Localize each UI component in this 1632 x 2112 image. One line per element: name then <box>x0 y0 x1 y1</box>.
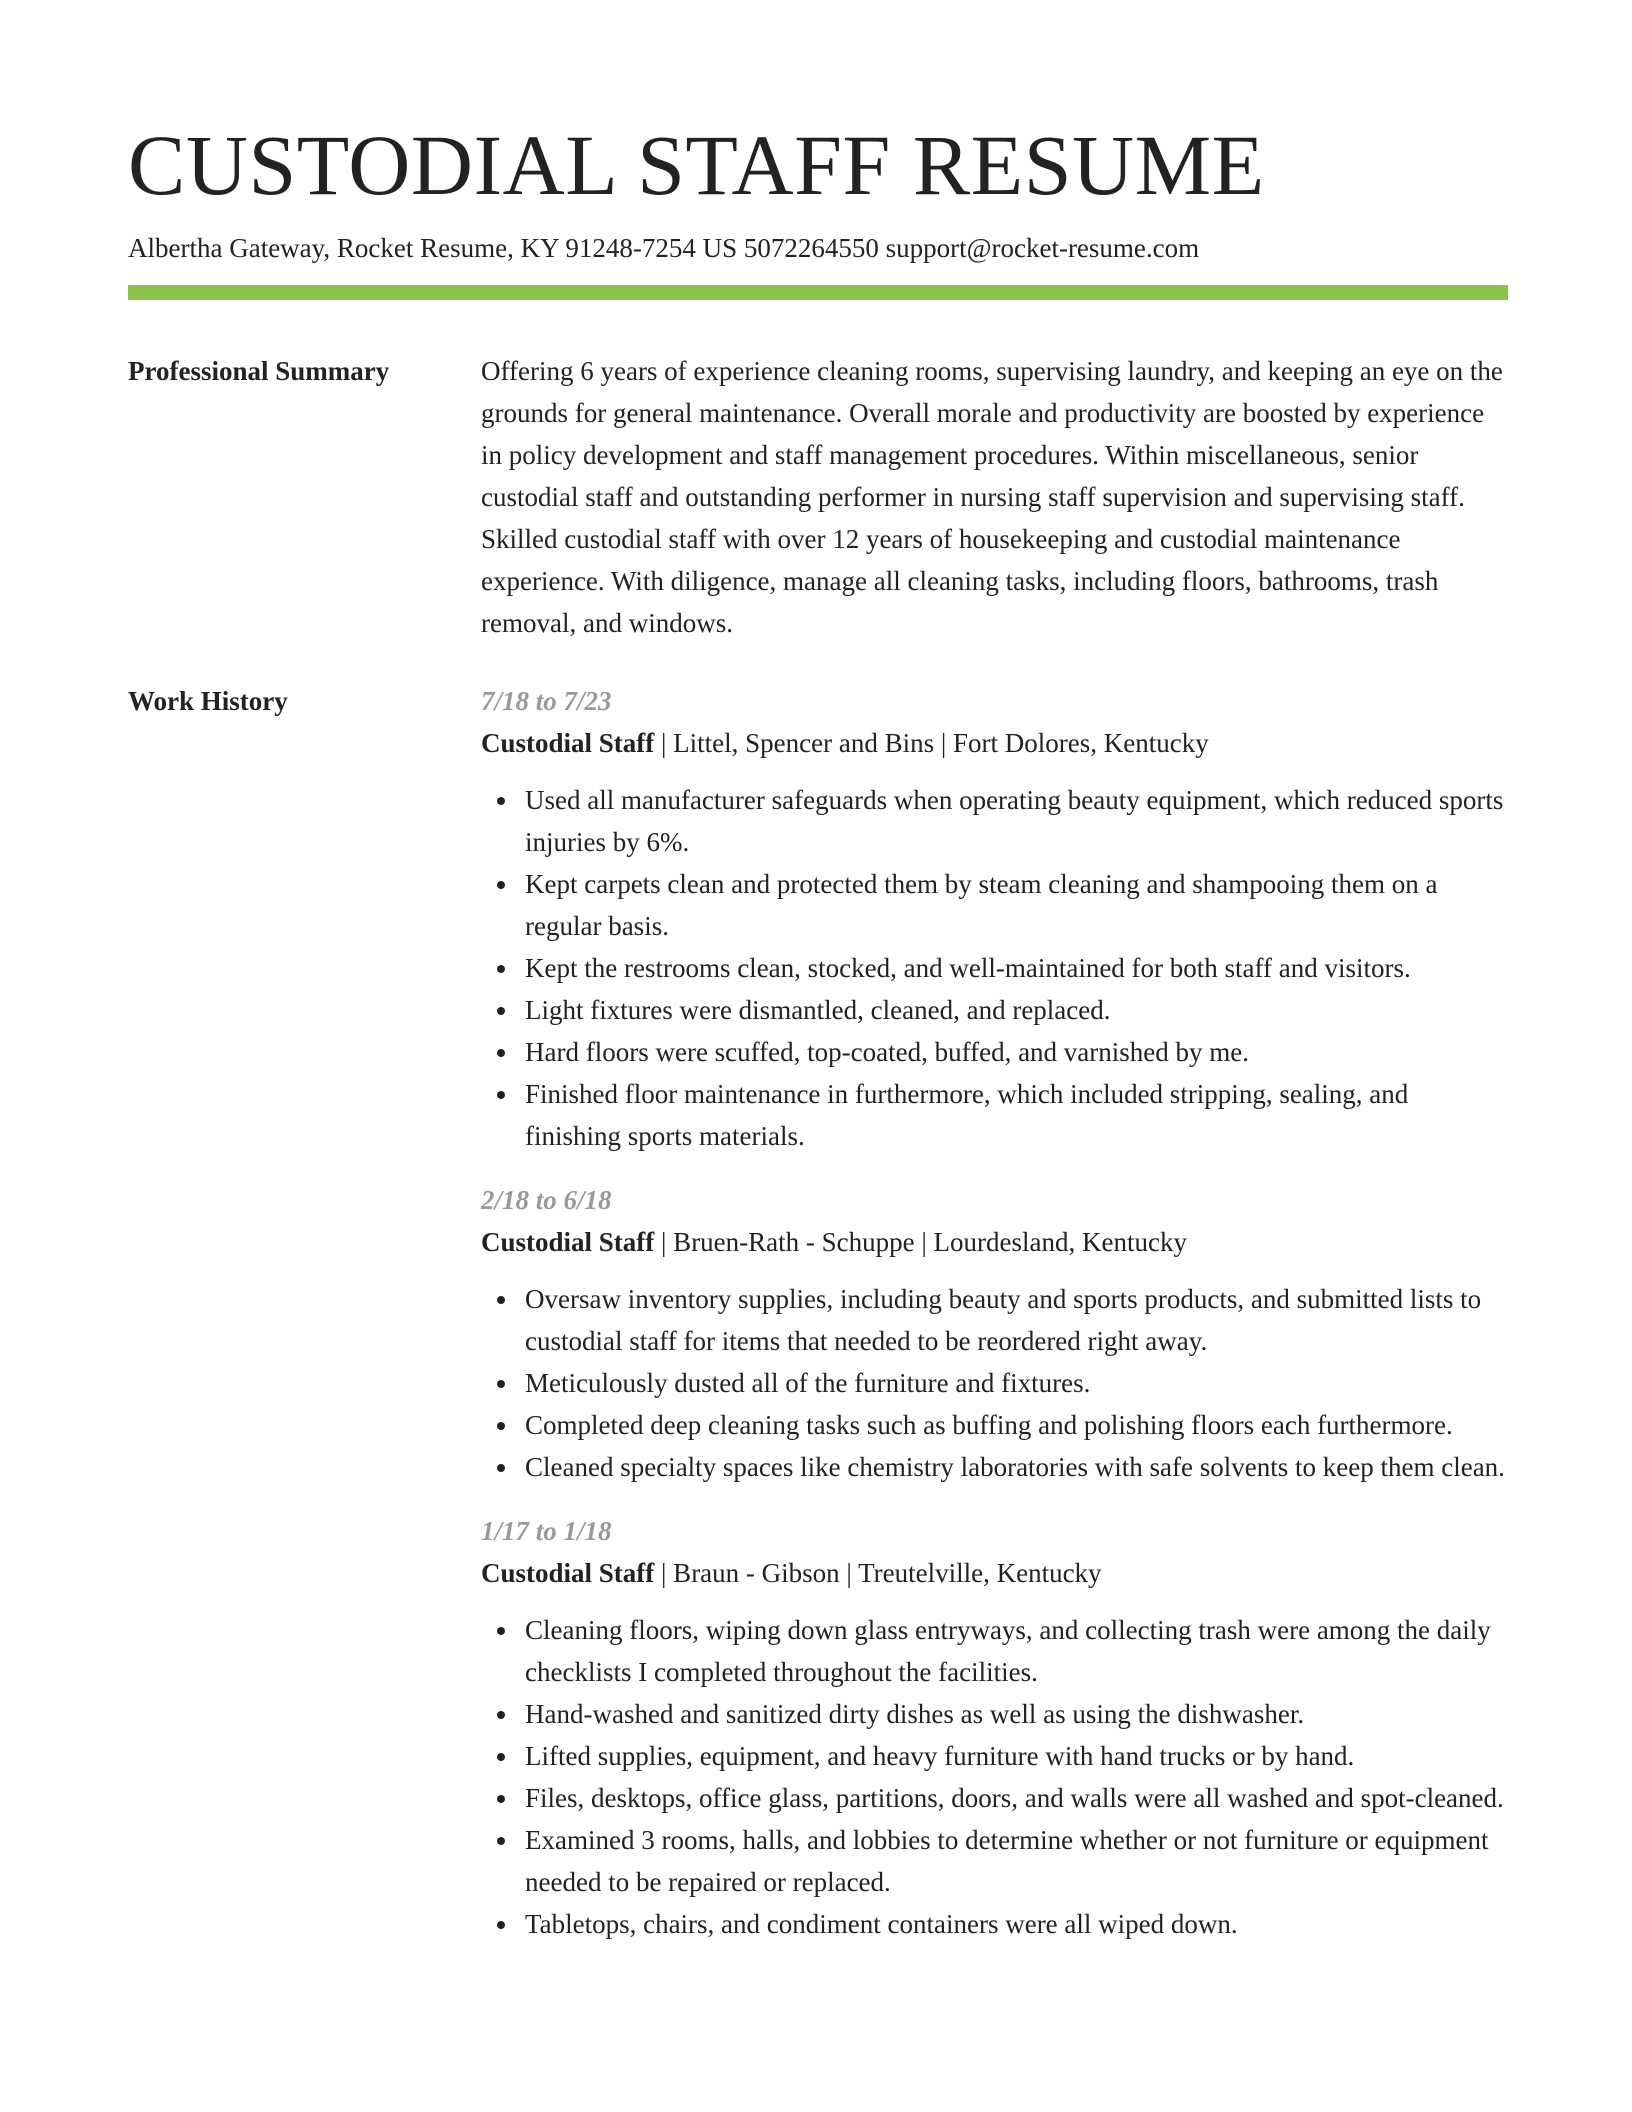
section-label-summary: Professional Summary <box>128 355 390 386</box>
job-employer-location: | Braun - Gibson | Treutelville, Kentucky <box>654 1557 1102 1588</box>
list-item: Examined 3 rooms, halls, and lobbies to determine whether or not furniture or equipment needed to be repaired or replaced. <box>525 1819 1508 1903</box>
job-entry <box>481 1179 1508 1488</box>
job-title: Custodial Staff <box>481 727 655 758</box>
job-employer-location: | Littel, Spencer and Bins | Fort Dolores, Kentucky <box>654 727 1209 758</box>
list-item: Cleaned specialty spaces like chemistry laboratories with safe solvents to keep them clean. <box>525 1446 1508 1488</box>
summary-text: Offering 6 years of experience cleaning rooms, supervising laundry, and keeping an eye on the grounds for general maintenance. Overall morale and productivity are boosted by experience in policy development and staff management procedures. Within miscellaneous, senior custodial staff and outstanding performer in nursing staff supervision and supervising staff. Skilled custodial staff with over 12 years of housekeeping and custodial maintenance experience. With diligence, manage all cleaning tasks, including floors, bathrooms, trash removal, and windows. <box>481 355 1503 638</box>
page-title: CUSTODIAL STAFF RESUME <box>128 117 1265 213</box>
list-item: Used all manufacturer safeguards when operating beauty equipment, which reduced sports injuries by 6%. <box>525 779 1508 863</box>
list-item: Completed deep cleaning tasks such as buffing and polishing floors each furthermore. <box>525 1404 1508 1446</box>
resume-page <box>128 118 1508 1967</box>
job-dates: 2/18 to 6/18 <box>481 1184 612 1215</box>
list-item: Hand-washed and sanitized dirty dishes as well as using the dishwasher. <box>525 1693 1508 1735</box>
job-heading <box>481 1221 1508 1263</box>
list-item: Kept the restrooms clean, stocked, and well-maintained for both staff and visitors. <box>525 947 1508 989</box>
list-item: Files, desktops, office glass, partitions, doors, and walls were all washed and spot-cleaned. <box>525 1777 1508 1819</box>
list-item: Light fixtures were dismantled, cleaned, and replaced. <box>525 989 1508 1031</box>
job-entry <box>481 1510 1508 1945</box>
list-item: Tabletops, chairs, and condiment containers were all wiped down. <box>525 1903 1508 1945</box>
contact-line: Albertha Gateway, Rocket Resume, KY 91248-7254 US 5072264550 support@rocket-resume.com <box>128 232 1200 263</box>
list-item: Hard floors were scuffed, top-coated, buffed, and varnished by me. <box>525 1031 1508 1073</box>
job-entry <box>481 680 1508 1157</box>
job-title: Custodial Staff <box>481 1226 655 1257</box>
list-item: Kept carpets clean and protected them by steam cleaning and shampooing them on a regular basis. <box>525 863 1508 947</box>
job-bullets <box>481 779 1508 1157</box>
job-bullets <box>481 1278 1508 1488</box>
job-heading <box>481 722 1508 764</box>
job-title: Custodial Staff <box>481 1557 655 1588</box>
section-label-work-history: Work History <box>128 685 288 716</box>
job-bullets <box>481 1609 1508 1945</box>
job-heading <box>481 1552 1508 1594</box>
accent-divider <box>128 285 1508 300</box>
list-item: Oversaw inventory supplies, including beauty and sports products, and submitted lists to custodial staff for items that needed to be reordered right away. <box>525 1278 1508 1362</box>
work-history-section <box>128 680 1508 1967</box>
list-item: Cleaning floors, wiping down glass entryways, and collecting trash were among the daily checklists I completed throughout the facilities. <box>525 1609 1508 1693</box>
list-item: Finished floor maintenance in furthermore, which included stripping, sealing, and finishing sports materials. <box>525 1073 1508 1157</box>
job-dates: 1/17 to 1/18 <box>481 1515 612 1546</box>
job-dates: 7/18 to 7/23 <box>481 685 612 716</box>
work-history-list <box>481 680 1508 1967</box>
list-item: Meticulously dusted all of the furniture and fixtures. <box>525 1362 1508 1404</box>
job-employer-location: | Bruen-Rath - Schuppe | Lourdesland, Kentucky <box>654 1226 1187 1257</box>
list-item: Lifted supplies, equipment, and heavy furniture with hand trucks or by hand. <box>525 1735 1508 1777</box>
professional-summary-section <box>128 350 1508 644</box>
